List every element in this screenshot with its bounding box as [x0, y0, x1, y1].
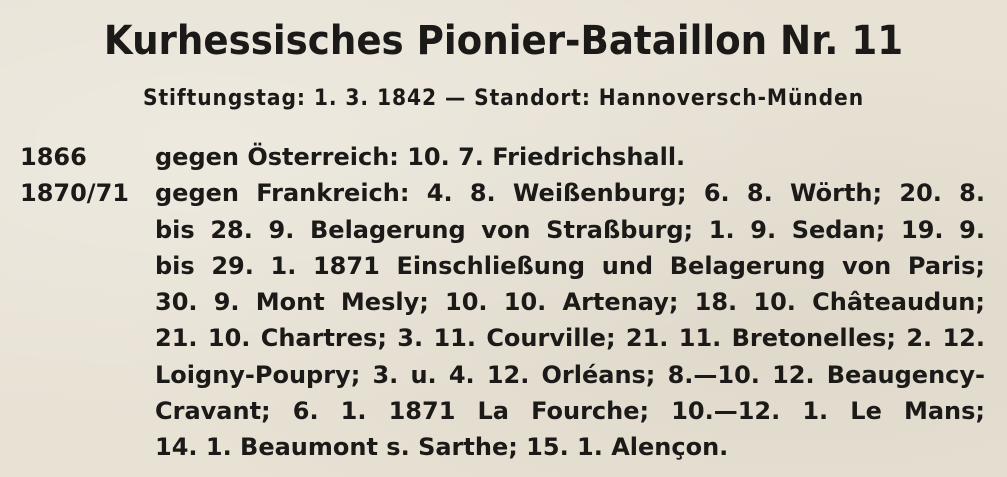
campaign-text-line: bis 29. 1. 1871 Einschließung und Belagerung von Paris; [155, 251, 985, 280]
campaign-text-line: 30. 9. Mont Mesly; 10. 10. Artenay; 18. 10. Châteaudun; [155, 288, 985, 317]
campaign-year: 1866 [20, 143, 87, 171]
campaign-text-line: Loigny-Poupry; 3. u. 4. 12. Orléans; 8.—10. 12. Beaugency- [155, 360, 985, 389]
campaign-text [155, 139, 985, 175]
campaign-year: 1870/71 [20, 179, 129, 208]
page-title: Kurhessisches Pionier-Bataillon Nr. 11 [103, 18, 904, 64]
campaign-list [20, 139, 985, 466]
campaign-text-line: gegen Österreich: 10. 7. Friedrichshall. [155, 143, 686, 171]
campaign-text-line: 21. 10. Chartres; 3. 11. Courville; 21. 11. Bretonelles; 2. 12. [155, 324, 985, 353]
page-subtitle: Stiftungstag: 1. 3. 1842 — Standort: Hannoversch-Münden [142, 86, 865, 111]
campaign-text [155, 175, 985, 465]
campaign-text-line: bis 28. 9. Belagerung von Straßburg; 1. 9. Sedan; 19. 9. [155, 215, 985, 244]
campaign-entry-1870-71 [20, 175, 985, 465]
campaign-text-line: gegen Frankreich: 4. 8. Weißenburg; 6. 8. Wörth; 20. 8. [155, 179, 985, 208]
campaign-text-line: 14. 1. Beaumont s. Sarthe; 15. 1. Alençon. [155, 433, 729, 462]
campaign-entry-1866 [20, 139, 985, 175]
campaign-text-line: Cravant; 6. 1. 1871 La Fourche; 10.—12. 1. Le Mans; [155, 397, 985, 426]
